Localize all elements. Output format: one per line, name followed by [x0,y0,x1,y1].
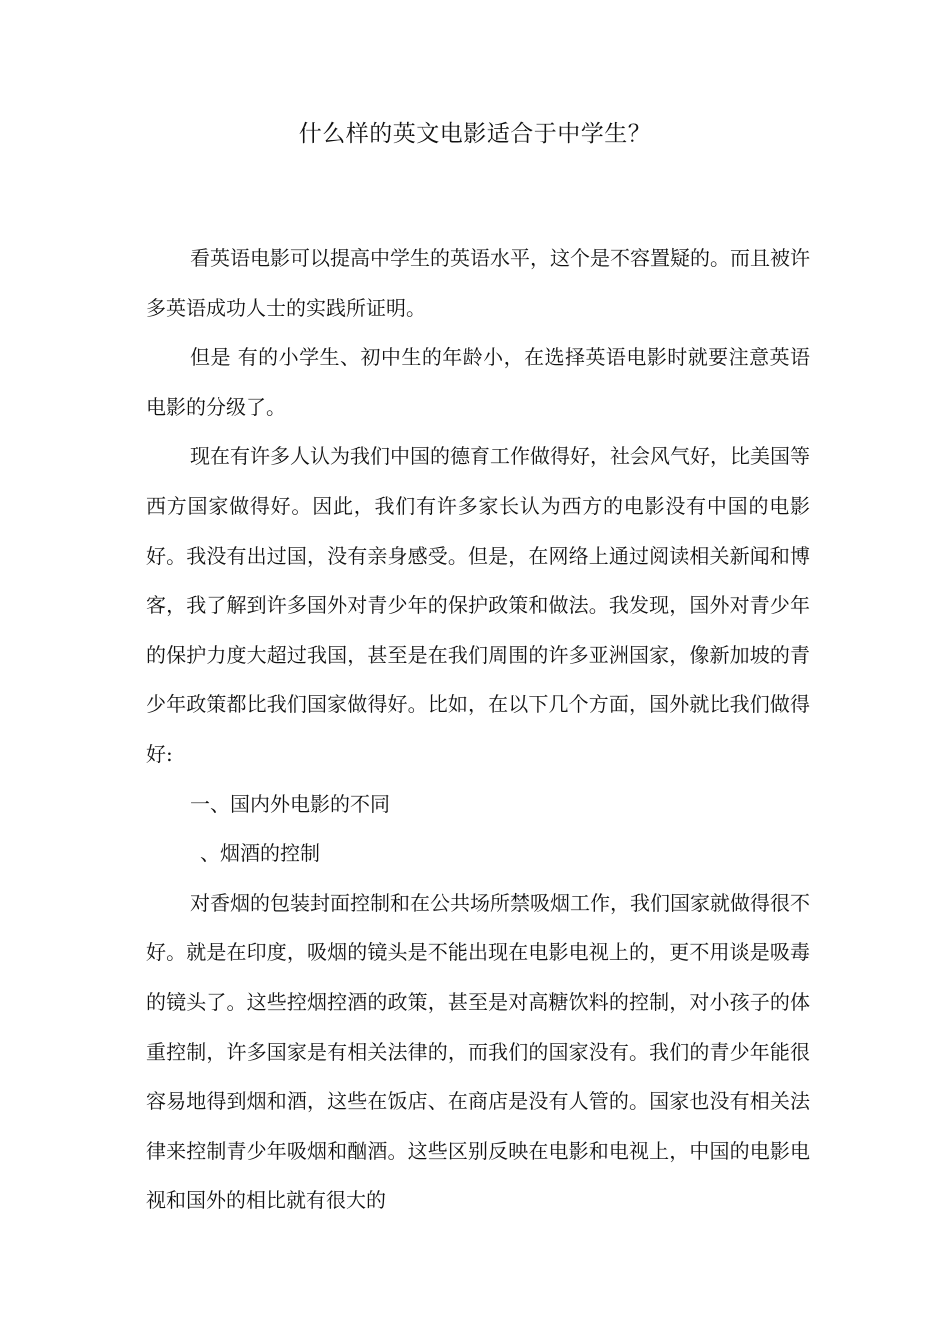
paragraph-intro: 看英语电影可以提高中学生的英语水平，这个是不容置疑的。而且被许多英语成功人士的实践所证明。 [146,246,810,320]
paragraph-film-rating: 但是 有的小学生、初中生的年龄小，在选择英语电影时就要注意英语电影的分级了。 [146,345,810,419]
paragraph-comparison: 现在有许多人认为我们中国的德育工作做得好，社会风气好，比美国等西方国家做得好。因此，我们有许多家长认为西方的电影没有中国的电影好。我没有出过国，没有亲身感受。但是，在网络上通过阅读相关新闻和博客，我了解到许多国外对青少年的保护政策和做法。我发现，国外对青少年的保护力度大超过我国，甚至是在我们周围的许多亚洲国家，像新加坡的青少年政策都比我们国家做得好。比如，在以下几个方面，国外就比我们做得好: [146,444,810,766]
document-title: 什么样的英文电影适合于中学生？ [298,121,652,147]
section-heading: 一、国内外电影的不同 [190,791,390,816]
subsection-heading: 、烟酒的控制 [200,841,320,866]
paragraph-tobacco-alcohol: 对香烟的包装封面控制和在公共场所禁吸烟工作，我们国家就做得很不好。就是在印度，吸烟的镜头是不能出现在电影电视上的，更不用谈是吸毒的镜头了。这些控烟控酒的政策，甚至是对高糖饮料的控制，对小孩子的体重控制，许多国家是有相关法律的，而我们的国家没有。我们的青少年能很容易地得到烟和酒，这些在饭店、在商店是没有人管的。国家也没有相关法律来控制青少年吸烟和酗酒。这些区别反映在电影和电视上，中国的电影电视和国外的相比就有很大的 [146,890,810,1213]
document-body [146,234,810,1226]
